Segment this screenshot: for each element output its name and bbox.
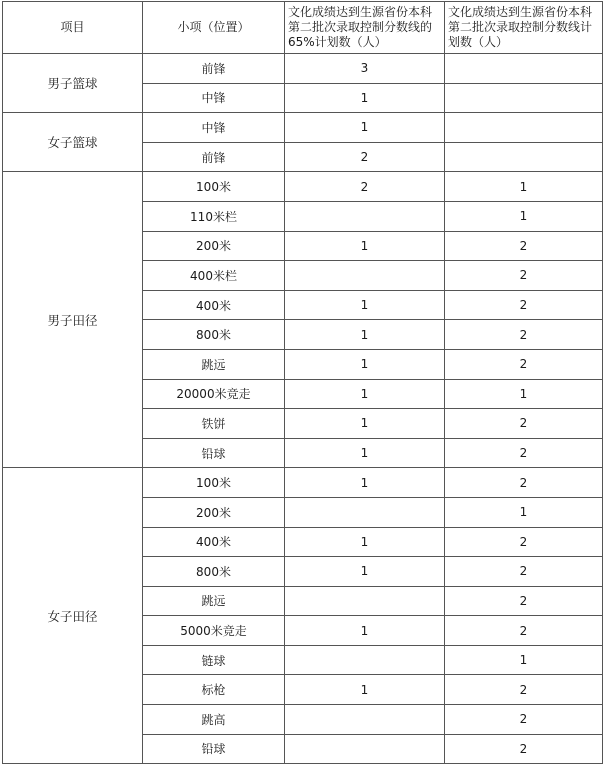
header-plan-65-percent: 文化成绩达到生源省份本科第二批次录取控制分数线的65%计划数（人） bbox=[285, 2, 445, 54]
plan-full-line-cell: 2 bbox=[445, 290, 603, 320]
group-name-cell: 男子田径 bbox=[3, 172, 143, 468]
plan-65-percent-cell: 1 bbox=[285, 675, 445, 705]
item-cell: 铅球 bbox=[143, 438, 285, 468]
plan-full-line-cell: 2 bbox=[445, 468, 603, 498]
plan-65-percent-cell: 1 bbox=[285, 438, 445, 468]
plan-65-percent-cell: 2 bbox=[285, 142, 445, 172]
item-cell: 中锋 bbox=[143, 83, 285, 113]
item-cell: 链球 bbox=[143, 645, 285, 675]
plan-65-percent-cell: 1 bbox=[285, 409, 445, 439]
table-row bbox=[3, 113, 603, 143]
plan-65-percent-cell bbox=[285, 705, 445, 735]
header-project: 项目 bbox=[3, 2, 143, 54]
table-row bbox=[3, 54, 603, 84]
plan-full-line-cell bbox=[445, 54, 603, 84]
plan-65-percent-cell: 1 bbox=[285, 527, 445, 557]
item-cell: 400米 bbox=[143, 527, 285, 557]
plan-full-line-cell: 1 bbox=[445, 379, 603, 409]
plan-65-percent-cell: 3 bbox=[285, 54, 445, 84]
header-row bbox=[3, 2, 603, 54]
plan-65-percent-cell: 2 bbox=[285, 172, 445, 202]
item-cell: 跳远 bbox=[143, 349, 285, 379]
item-cell: 前锋 bbox=[143, 54, 285, 84]
plan-65-percent-cell: 1 bbox=[285, 349, 445, 379]
table-body bbox=[3, 54, 603, 764]
item-cell: 100米 bbox=[143, 172, 285, 202]
item-cell: 400米 bbox=[143, 290, 285, 320]
plan-65-percent-cell: 1 bbox=[285, 379, 445, 409]
plan-full-line-cell: 2 bbox=[445, 675, 603, 705]
header-plan-full-line: 文化成绩达到生源省份本科第二批次录取控制分数线计划数（人） bbox=[445, 2, 603, 54]
plan-full-line-cell: 1 bbox=[445, 645, 603, 675]
plan-full-line-cell: 2 bbox=[445, 261, 603, 291]
item-cell: 跳高 bbox=[143, 705, 285, 735]
plan-full-line-cell: 2 bbox=[445, 320, 603, 350]
plan-65-percent-cell bbox=[285, 645, 445, 675]
plan-65-percent-cell: 1 bbox=[285, 290, 445, 320]
plan-full-line-cell: 2 bbox=[445, 349, 603, 379]
header-item: 小项（位置） bbox=[143, 2, 285, 54]
plan-full-line-cell: 2 bbox=[445, 705, 603, 735]
group-name-cell: 女子篮球 bbox=[3, 113, 143, 172]
plan-65-percent-cell: 1 bbox=[285, 557, 445, 587]
plan-full-line-cell: 1 bbox=[445, 172, 603, 202]
item-cell: 20000米竞走 bbox=[143, 379, 285, 409]
table-row bbox=[3, 172, 603, 202]
plan-65-percent-cell bbox=[285, 261, 445, 291]
item-cell: 400米栏 bbox=[143, 261, 285, 291]
plan-65-percent-cell: 1 bbox=[285, 616, 445, 646]
plan-65-percent-cell bbox=[285, 734, 445, 764]
plan-65-percent-cell: 1 bbox=[285, 468, 445, 498]
item-cell: 跳远 bbox=[143, 586, 285, 616]
plan-65-percent-cell: 1 bbox=[285, 231, 445, 261]
plan-full-line-cell: 2 bbox=[445, 586, 603, 616]
plan-65-percent-cell: 1 bbox=[285, 83, 445, 113]
table-row bbox=[3, 468, 603, 498]
item-cell: 100米 bbox=[143, 468, 285, 498]
plan-full-line-cell: 2 bbox=[445, 438, 603, 468]
plan-65-percent-cell: 1 bbox=[285, 113, 445, 143]
item-cell: 铁饼 bbox=[143, 409, 285, 439]
group-name-cell: 男子篮球 bbox=[3, 54, 143, 113]
item-cell: 800米 bbox=[143, 320, 285, 350]
plan-full-line-cell: 2 bbox=[445, 616, 603, 646]
plan-full-line-cell bbox=[445, 142, 603, 172]
item-cell: 标枪 bbox=[143, 675, 285, 705]
plan-full-line-cell: 1 bbox=[445, 201, 603, 231]
plan-full-line-cell: 2 bbox=[445, 557, 603, 587]
plan-65-percent-cell: 1 bbox=[285, 320, 445, 350]
item-cell: 110米栏 bbox=[143, 201, 285, 231]
enrollment-plan-table bbox=[2, 1, 603, 764]
item-cell: 铅球 bbox=[143, 734, 285, 764]
plan-full-line-cell: 2 bbox=[445, 527, 603, 557]
item-cell: 中锋 bbox=[143, 113, 285, 143]
plan-65-percent-cell bbox=[285, 497, 445, 527]
plan-full-line-cell bbox=[445, 83, 603, 113]
plan-full-line-cell: 2 bbox=[445, 734, 603, 764]
plan-full-line-cell: 2 bbox=[445, 231, 603, 261]
item-cell: 800米 bbox=[143, 557, 285, 587]
plan-full-line-cell: 2 bbox=[445, 409, 603, 439]
group-name-cell: 女子田径 bbox=[3, 468, 143, 764]
plan-full-line-cell: 1 bbox=[445, 497, 603, 527]
item-cell: 5000米竞走 bbox=[143, 616, 285, 646]
plan-full-line-cell bbox=[445, 113, 603, 143]
item-cell: 200米 bbox=[143, 497, 285, 527]
plan-65-percent-cell bbox=[285, 201, 445, 231]
item-cell: 前锋 bbox=[143, 142, 285, 172]
item-cell: 200米 bbox=[143, 231, 285, 261]
plan-65-percent-cell bbox=[285, 586, 445, 616]
